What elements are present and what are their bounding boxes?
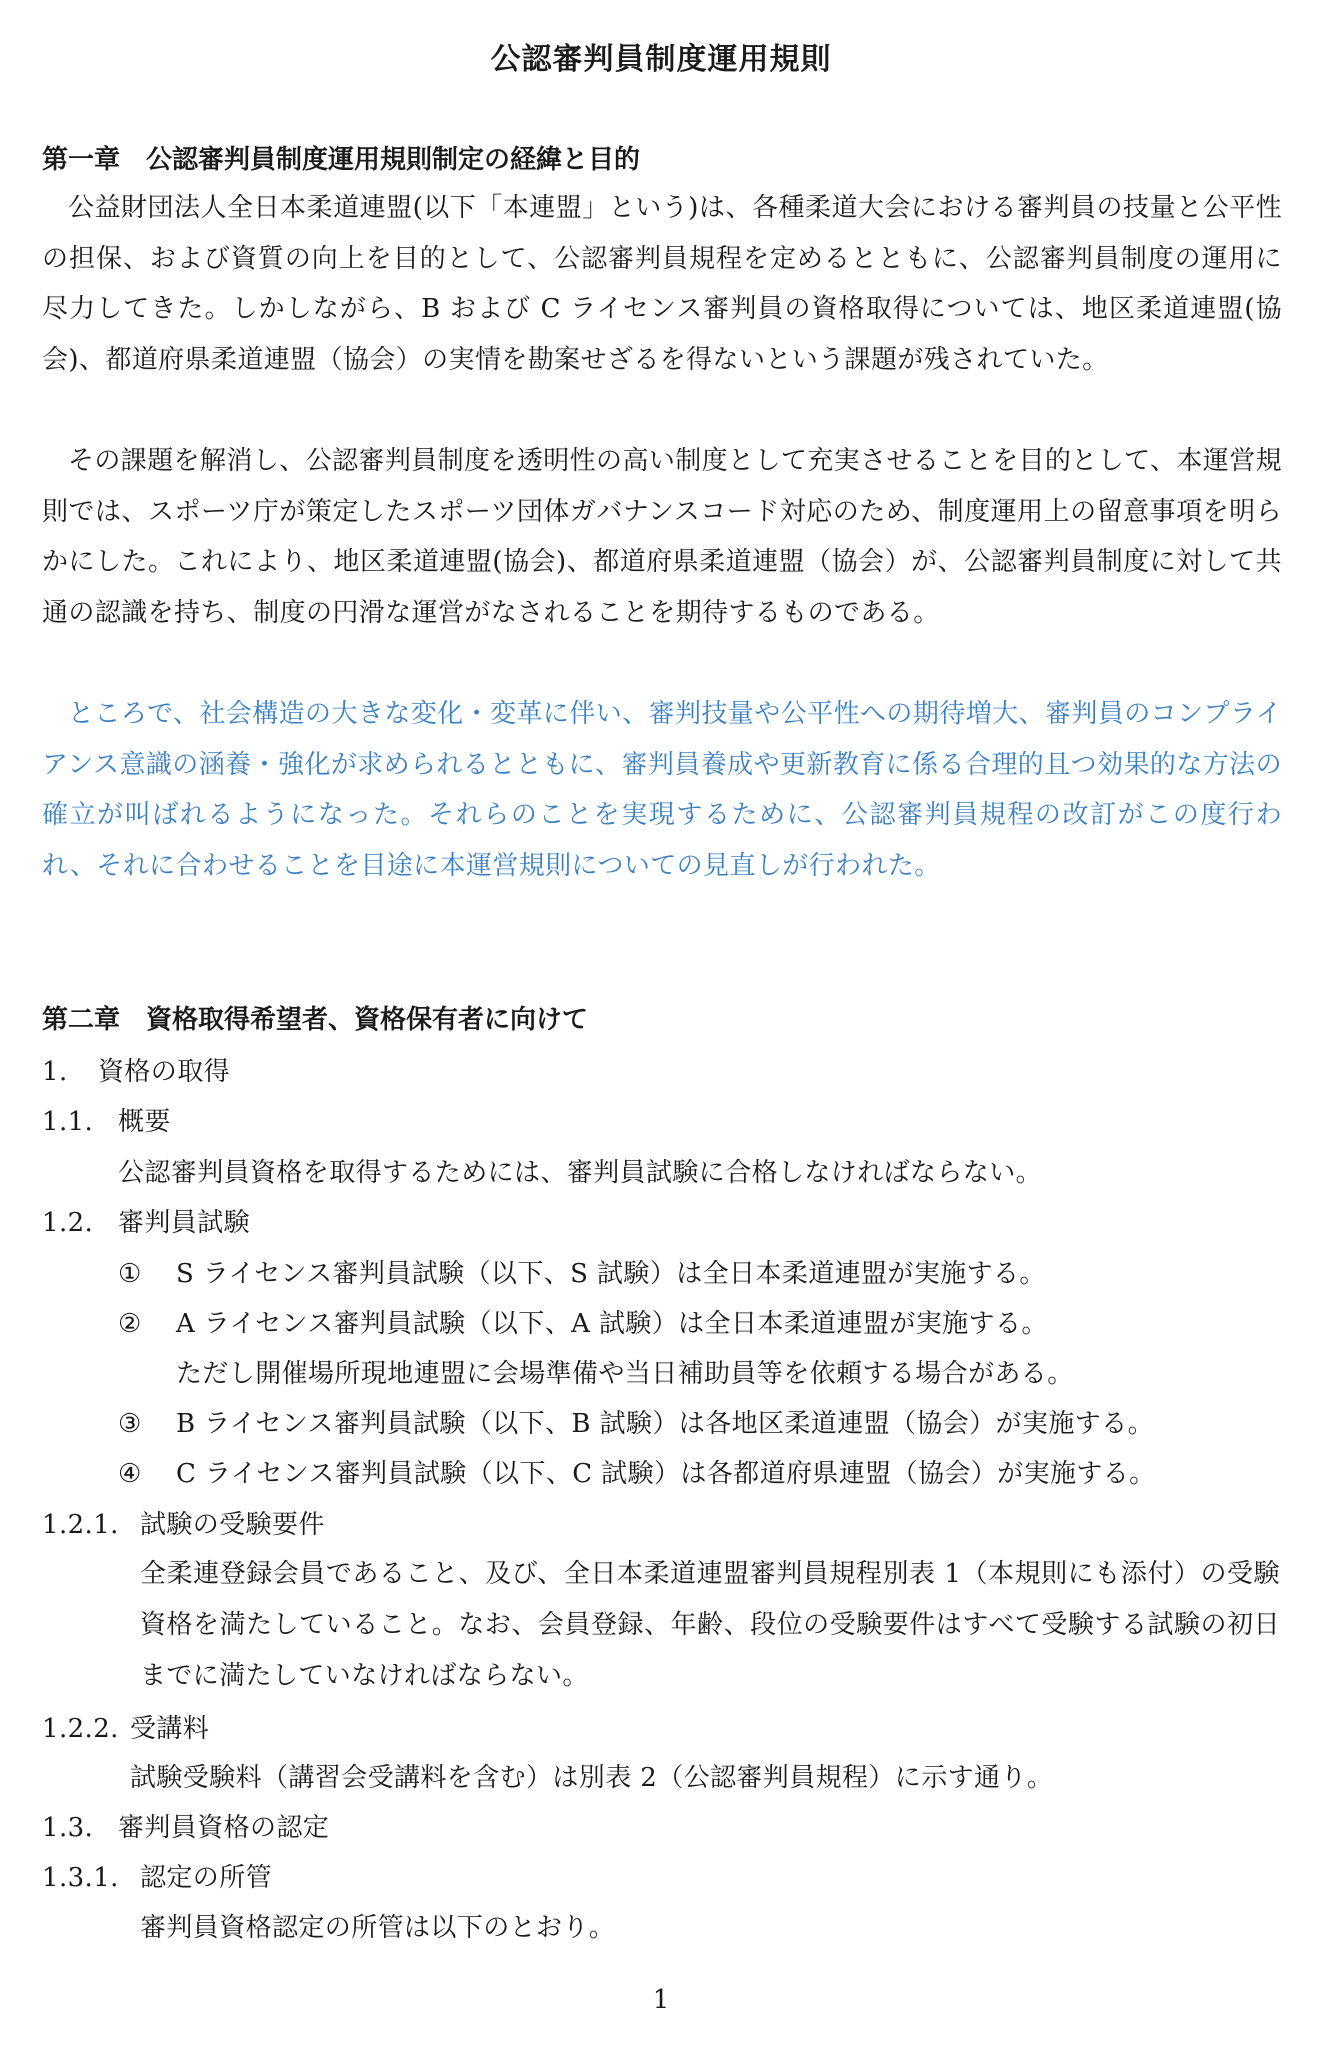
chapter-1-heading [42,142,640,178]
section-1-2-1-label: 試験の受験要件 [140,1510,325,1540]
exam-item-1-text: S ライセンス審判員試験（以下、S 試験）は全日本柔道連盟が実施する。 [176,1259,1046,1289]
exam-item-2-note: ただし開催場所現地連盟に会場準備や当日補助員等を依頼する場合がある。 [176,1359,1074,1389]
exam-item-3-mark: ③ [118,1409,142,1439]
chapter-2-title: 資格取得希望者、資格保有者に向けて [146,1005,589,1035]
chapter-2-heading [42,1002,588,1038]
section-1 [42,1054,230,1090]
chapter-1-paragraph-3-revised: ところで、社会構造の大きな変化・変革に伴い、審判技量や公平性への期待増大、審判員のコンプライアンス意識の涵養・強化が求められるとともに、審判員養成や更新教育に係る合理的且つ効果的な方法の確立が叫ばれるようになった。それらのことを実現するために、公認審判員規程の改訂がこの度行われ、それに合わせることを目途に本運営規則についての見直しが行われた。 [42,699,1282,881]
exam-item-2-text: A ライセンス審判員試験（以下、A 試験）は全日本柔道連盟が実施する。 [176,1309,1048,1339]
exam-item-4-text: C ライセンス審判員試験（以下、C 試験）は各都道府県連盟（協会）が実施する。 [176,1459,1156,1489]
section-1-1-label: 概要 [118,1107,171,1137]
section-1-3-number: 1.3. [42,1813,94,1843]
section-1-3-1-text: 審判員資格認定の所管は以下のとおり。 [140,1913,616,1943]
section-1-3-label: 審判員資格の認定 [118,1813,330,1843]
section-1-1 [42,1104,171,1140]
section-1-3-1-number: 1.3.1. [42,1863,119,1893]
chapter-1-paragraph-2: その課題を解消し、公認審判員制度を透明性の高い制度として充実させることを目的として、本運営規則では、スポーツ庁が策定したスポーツ団体ガバナンスコード対応のため、制度運用上の留意事項を明らかにした。これにより、地区柔道連盟(協会)、都道府県柔道連盟（協会）が、公認審判員制度に対して共通の認識を持ち、制度の円滑な運営がなされることを期待するものである。 [42,446,1282,628]
exam-item-4-mark: ④ [118,1459,142,1489]
section-1-3-1 [42,1860,272,1896]
section-1-2-number: 1.2. [42,1208,94,1238]
section-1-2-2-text: 試験受験料（講習会受講料を含む）は別表 2（公認審判員規程）に示す通り。 [130,1763,1054,1793]
section-1-label: 資格の取得 [98,1057,231,1087]
exam-item-3-text: B ライセンス審判員試験（以下、B 試験）は各地区柔道連盟（協会）が実施する。 [176,1409,1155,1439]
section-1-number: 1. [42,1057,68,1087]
exam-item-2-mark: ② [118,1309,142,1339]
section-1-3 [42,1810,329,1846]
section-1-2-2-number: 1.2.2. [42,1714,119,1744]
chapter-1-number: 第一章 [42,145,121,175]
document-title: 公認審判員制度運用規則 [490,42,832,77]
section-1-2-1-number: 1.2.1. [42,1510,119,1540]
exam-item-1-mark: ① [118,1259,142,1289]
chapter-2-number: 第二章 [42,1005,121,1035]
section-1-2-1-text: 全柔連登録会員であること、及び、全日本柔道連盟審判員規程別表 1（本規則にも添付）の受験資格を満たしていること。なお、会員登録、年齢、段位の受験要件はすべて受験する試験の初日までに満たしていなければならない。 [140,1559,1280,1691]
section-1-3-1-label: 認定の所管 [140,1863,273,1893]
section-1-1-text: 公認審判員資格を取得するためには、審判員試験に合格しなければならない。 [118,1158,1043,1188]
section-1-2 [42,1205,250,1241]
chapter-1-title: 公認審判員制度運用規則制定の経緯と目的 [146,145,641,175]
section-1-2-1 [42,1507,325,1543]
page-number: 1 [652,1985,670,2015]
section-1-2-2-label: 受講料 [130,1714,210,1744]
section-1-2-2 [42,1711,209,1747]
section-1-1-number: 1.1. [42,1107,94,1137]
section-1-2-label: 審判員試験 [118,1208,251,1238]
chapter-1-paragraph-1: 公益財団法人全日本柔道連盟(以下「本連盟」という)は、各種柔道大会における審判員の技量と公平性の担保、および資質の向上を目的として、公認審判員規程を定めるとともに、公認審判員制度の運用に尽力してきた。しかしながら、B および C ライセンス審判員の資格取得については、地区柔道連盟(協会)、都道府県柔道連盟（協会）の実情を勘案せざるを得ないという課題が残されていた。 [42,193,1282,375]
